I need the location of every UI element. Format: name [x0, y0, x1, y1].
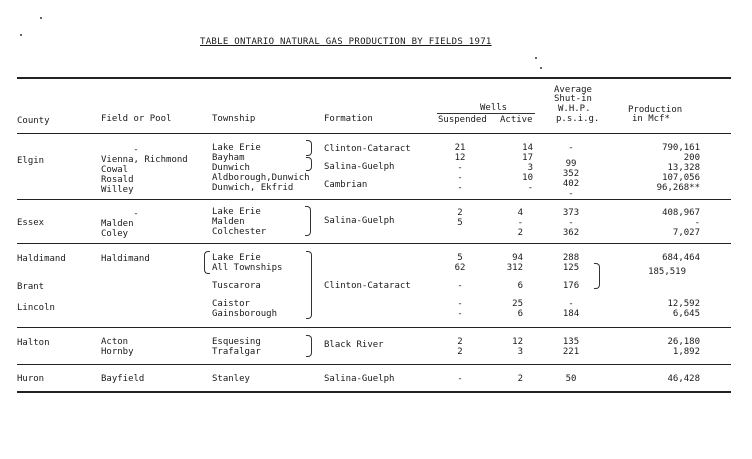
halton-townships	[212, 337, 312, 357]
production-cell: 96,268**	[656, 183, 700, 193]
section-rule	[17, 364, 731, 365]
production-cell: 6,645	[672, 309, 700, 319]
suspended-cell	[448, 228, 472, 238]
pressure-cell: 125	[562, 263, 580, 273]
active-cell: 312	[506, 263, 523, 273]
active-cell: 10	[522, 173, 533, 183]
header-pressure-4: p.s.i.g.	[556, 114, 600, 124]
formation-cell: Salina-Guelph	[324, 216, 395, 226]
active-cell: 12	[512, 337, 523, 347]
field-cell: Coley	[101, 229, 129, 239]
county-elgin: Elgin	[17, 156, 45, 166]
field-cell: Acton	[101, 337, 129, 347]
section-rule	[17, 327, 731, 328]
county-brant: Brant	[17, 282, 45, 292]
production-cell: 7,027	[672, 228, 700, 238]
township-cell: Gainsborough	[212, 309, 278, 319]
production-cell: 408,967	[662, 208, 700, 218]
scan-speck	[535, 57, 537, 59]
header-formation: Formation	[324, 114, 373, 124]
suspended-cell: 5	[457, 253, 463, 263]
pressure-cell: 288	[562, 253, 580, 263]
elgin-townships	[212, 143, 316, 193]
formation-cell: Salina-Guelph	[324, 162, 395, 172]
header-active: Active	[500, 115, 533, 125]
suspended-cell: -	[457, 281, 463, 291]
production-cell: 185,519	[648, 267, 686, 277]
production-cell: 12,592	[667, 299, 700, 309]
suspended-cell: -	[457, 183, 463, 193]
active-cell: 3	[517, 347, 523, 357]
scan-speck	[20, 34, 22, 36]
elgin-pressure	[556, 143, 586, 199]
pressure-cell: 373	[562, 208, 580, 218]
header-field: Field or Pool	[101, 114, 172, 124]
county-haldimand: Haldimand	[17, 254, 66, 264]
field-cell: -	[133, 145, 139, 155]
township-cell: Caistor	[212, 299, 250, 309]
production-cell: 26,180	[667, 337, 700, 347]
suspended-cell: 2	[457, 337, 463, 347]
township-cell: Stanley	[212, 374, 250, 384]
bottom-rule	[17, 391, 731, 393]
brace	[306, 140, 312, 156]
suspended-cell: 12	[454, 153, 466, 163]
suspended-cell: -	[457, 374, 463, 384]
wells-underline	[437, 113, 535, 114]
pressure-cell: 135	[562, 337, 580, 347]
production-cell: 107,056	[662, 173, 700, 183]
brace	[204, 251, 210, 274]
county-essex: Essex	[17, 218, 45, 228]
section-rule	[17, 199, 731, 200]
elgin-active	[503, 143, 533, 193]
county-huron: Huron	[17, 374, 45, 384]
pressure-cell: -	[568, 143, 574, 153]
header-pressure-2: Shut-in	[554, 94, 592, 104]
brace	[594, 263, 600, 289]
active-cell: 14	[522, 143, 533, 153]
field-cell: Vienna, Richmond	[101, 155, 188, 165]
brace	[306, 251, 312, 319]
essex-production	[630, 208, 700, 238]
active-cell: 6	[517, 281, 523, 291]
haldimand-active	[495, 253, 523, 319]
header-wells: Wells	[480, 103, 508, 113]
elgin-production	[630, 143, 700, 193]
header-township: Township	[212, 114, 256, 124]
county-halton: Halton	[17, 338, 50, 348]
halton-fields	[101, 337, 201, 357]
essex-fields	[101, 209, 201, 239]
formation-cell: Clinton-Cataract	[324, 144, 411, 154]
brace	[305, 206, 311, 236]
section-rule	[17, 243, 731, 244]
pressure-cell: 99	[565, 159, 577, 169]
township-cell: Trafalgar	[212, 347, 261, 357]
suspended-cell: 21	[454, 143, 466, 153]
halton-suspended	[448, 337, 472, 357]
production-cell: 13,328	[667, 163, 700, 173]
formation-cell: Black River	[324, 340, 384, 350]
active-cell: 4	[517, 208, 523, 218]
production-cell: 1,892	[672, 347, 700, 357]
suspended-cell: 5	[457, 218, 463, 228]
header-production-1: Production	[628, 105, 683, 115]
haldimand-townships	[212, 253, 312, 319]
header-county: County	[17, 116, 50, 126]
formation-cell: Salina-Guelph	[324, 374, 395, 384]
active-cell: 3	[527, 163, 533, 173]
township-cell: Lake Erie	[212, 253, 261, 263]
header-production-2: in Mcf*	[632, 114, 670, 124]
pressure-cell: -	[568, 218, 574, 228]
field-cell: -	[133, 209, 139, 219]
elgin-fields	[101, 145, 201, 195]
production-cell: 790,161	[662, 143, 700, 153]
active-cell: 2	[517, 228, 523, 238]
field-cell: Hornby	[101, 347, 134, 357]
field-cell: Cowal	[101, 165, 129, 175]
pressure-cell: 362	[562, 228, 580, 238]
essex-active	[503, 208, 523, 238]
township-cell: Esquesing	[212, 337, 261, 347]
haldimand-suspended	[448, 253, 472, 319]
essex-pressure	[556, 208, 586, 238]
pressure-cell: 50	[565, 374, 577, 384]
township-cell: Lake Erie	[212, 207, 261, 217]
halton-active	[495, 337, 523, 357]
production-cell: 46,428	[667, 374, 700, 384]
pressure-cell: 221	[562, 347, 580, 357]
production-cell: 200	[683, 153, 700, 163]
suspended-cell: -	[457, 299, 463, 309]
field-cell: Rosald	[101, 175, 134, 185]
suspended-cell: -	[457, 309, 463, 319]
county-lincoln: Lincoln	[17, 303, 55, 313]
township-cell: Aldborough,Dunwich	[212, 173, 310, 183]
township-cell: Lake Erie	[212, 143, 261, 153]
header-pressure-1: Average	[554, 85, 592, 95]
header-rule	[17, 133, 731, 134]
formation-cell: Cambrian	[324, 180, 368, 190]
brace	[306, 335, 312, 357]
essex-suspended	[448, 208, 472, 238]
active-cell: 94	[512, 253, 523, 263]
township-cell: Tuscarora	[212, 281, 261, 291]
township-cell: Malden	[212, 217, 245, 227]
active-cell: 6	[517, 309, 523, 319]
brace	[306, 157, 312, 171]
pressure-cell: -	[568, 189, 574, 199]
suspended-cell: -	[457, 163, 463, 173]
pressure-cell: 402	[562, 179, 580, 189]
pressure-cell: 176	[562, 281, 580, 291]
active-cell: 25	[512, 299, 523, 309]
essex-townships	[212, 207, 312, 237]
suspended-cell: 62	[454, 263, 466, 273]
township-cell: Colchester	[212, 227, 267, 237]
township-cell: Bayham	[212, 153, 245, 163]
top-rule	[17, 77, 731, 79]
production-cell: -	[694, 218, 700, 228]
suspended-cell: 2	[457, 347, 463, 357]
township-cell: All Townships	[212, 263, 283, 273]
suspended-cell: 2	[457, 208, 463, 218]
scan-speck	[540, 67, 542, 69]
header-suspended: Suspended	[438, 115, 487, 125]
haldimand-pressure	[556, 253, 586, 319]
active-cell: -	[527, 183, 533, 193]
township-cell: Dunwich, Ekfrid	[212, 183, 294, 193]
pressure-cell: 184	[562, 309, 580, 319]
field-cell: Malden	[101, 219, 134, 229]
field-cell: Bayfield	[101, 374, 145, 384]
halton-pressure	[556, 337, 586, 357]
halton-production	[630, 337, 700, 357]
formation-cell: Clinton-Cataract	[324, 281, 411, 291]
active-cell: -	[517, 218, 523, 228]
pressure-cell: -	[568, 299, 574, 309]
production-cell: 684,464	[662, 253, 700, 263]
field-cell: Willey	[101, 185, 134, 195]
header-pressure-3: W.H.P.	[558, 104, 591, 114]
table-title: TABLE ONTARIO NATURAL GAS PRODUCTION BY FIELDS 1971	[200, 37, 492, 47]
suspended-cell: -	[457, 173, 463, 183]
active-cell: 17	[522, 153, 533, 163]
township-cell: Dunwich	[212, 163, 250, 173]
pressure-cell: 352	[562, 169, 580, 179]
elgin-suspended	[448, 143, 472, 193]
scan-speck	[40, 17, 42, 19]
field-cell: Haldimand	[101, 254, 150, 264]
active-cell: 2	[517, 374, 523, 384]
